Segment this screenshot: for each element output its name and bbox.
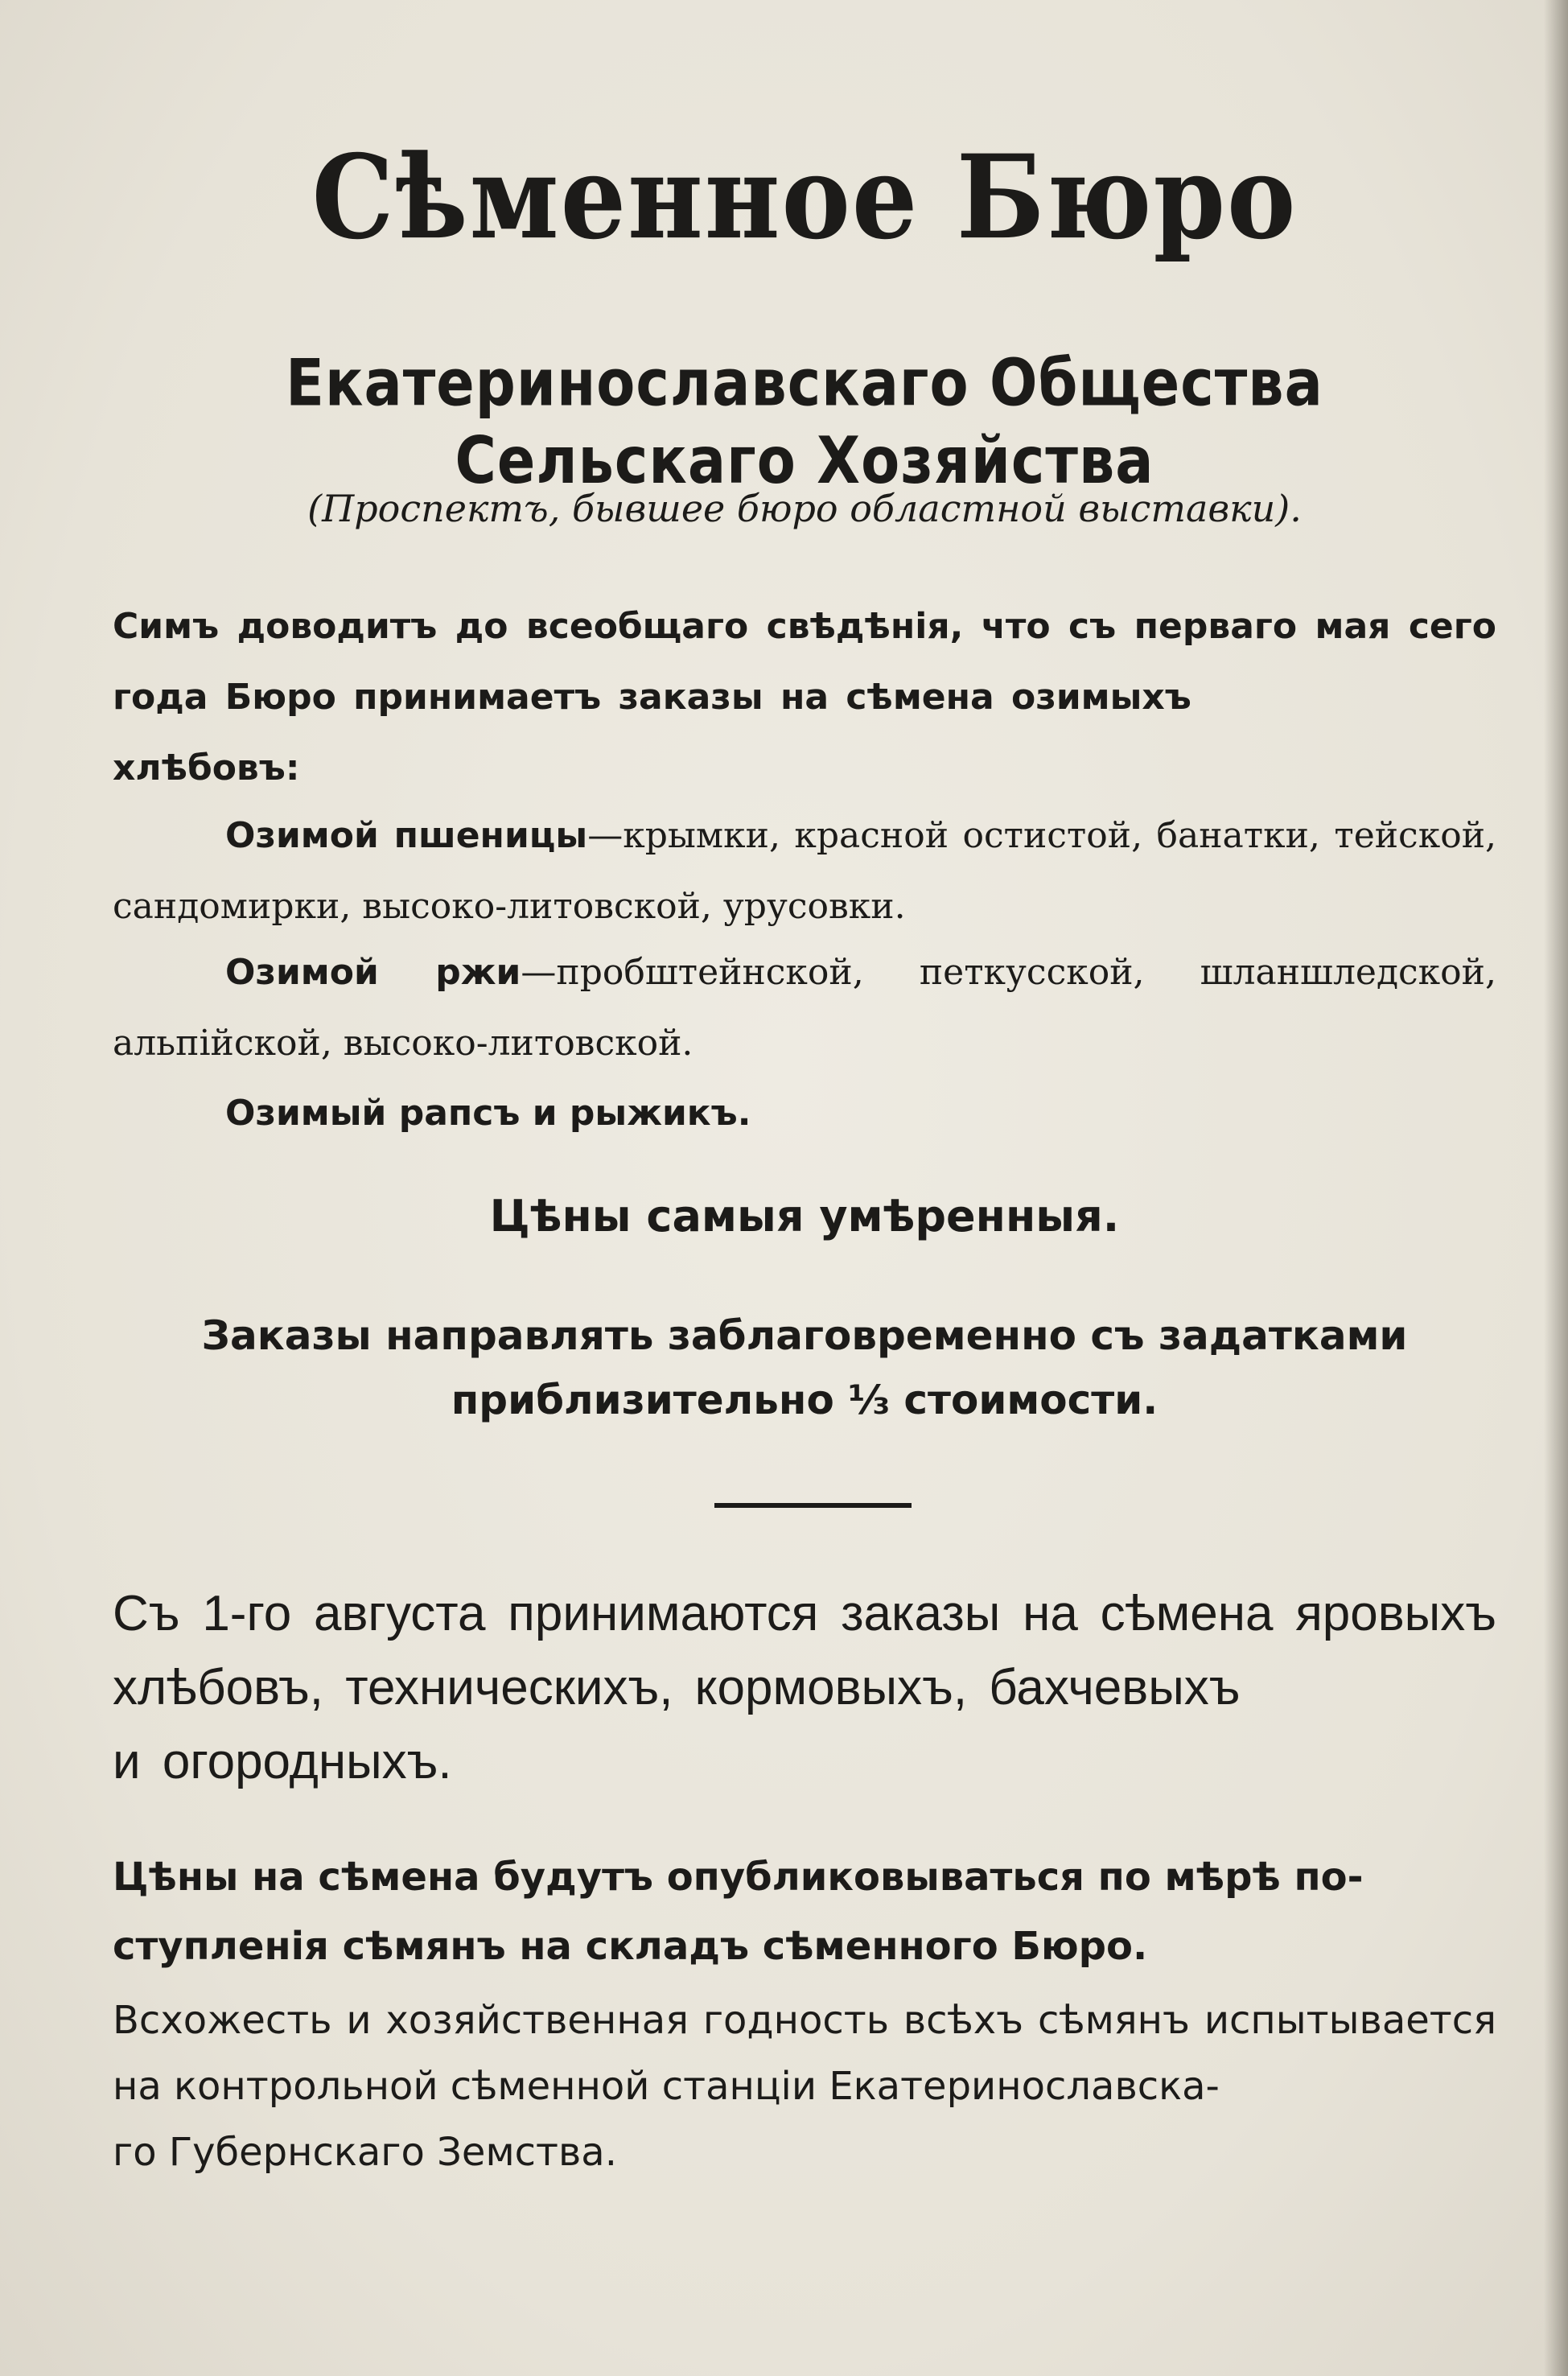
page-edge-shadow xyxy=(1544,0,1568,2376)
winter-rye-item xyxy=(113,937,1496,1079)
page-subtitle: Екатеринославскаго Общества Сельскаго Хозяйства xyxy=(286,344,1323,499)
orders-note: Заказы направлять заблаговременно съ задатками приблизительно ⅓ стоимости. xyxy=(201,1312,1408,1423)
intro-last-line: хлѣбовъ: xyxy=(113,747,300,789)
august-paragraph xyxy=(113,1577,1496,1799)
intro-paragraph xyxy=(113,591,1496,804)
winter-rye-varieties: —пробштейнской, петкусской, шланшледской, альпійской, высоко-литовской. xyxy=(113,952,1496,1064)
august-last-line: и огородныхъ. xyxy=(113,1734,452,1789)
winter-wheat-varieties: —крымки, красной остистой, банатки, тейской, сандомирки, высоко-литовской, урусовки. xyxy=(113,815,1497,927)
germination-paragraph xyxy=(113,1987,1496,2185)
address-note: (Проспектъ, бывшее бюро областной выставки). xyxy=(307,487,1302,530)
page-title: Сѣменное Бюро xyxy=(311,130,1298,266)
germination-text: Всхожесть и хозяйственная годность всѣхъ сѣмянъ испытывается на контрольной сѣменной станціи Екатеринославска- xyxy=(113,1998,1496,2109)
winter-rape-item: Озимый рапсъ и рыжикъ. xyxy=(225,1093,751,1134)
publish-last-line: ступленія сѣмянъ на складъ сѣменного Бюро. xyxy=(113,1924,1148,1969)
germination-last-line: го Губернскаго Земства. xyxy=(113,2130,617,2175)
winter-rye-label: Озимой ржи xyxy=(225,952,521,993)
winter-wheat-item xyxy=(113,801,1496,942)
intro-text: Симъ доводитъ до всеобщаго свѣдѣнія, что съ перваго мая сего года Бюро принимаетъ заказы на сѣмена озимыхъ xyxy=(113,606,1496,718)
winter-wheat-label: Озимой пшеницы xyxy=(225,815,588,856)
publish-paragraph xyxy=(113,1843,1496,1981)
prices-heading: Цѣны самыя умѣренныя. xyxy=(489,1191,1120,1242)
august-text: Съ 1-го августа принимаются заказы на сѣмена яровыхъ хлѣбовъ, техническихъ, кормовыхъ, бахчевыхъ xyxy=(113,1586,1496,1715)
publish-text: Цѣны на сѣмена будутъ опубликовываться по мѣрѣ по- xyxy=(113,1855,1364,1900)
section-divider xyxy=(714,1503,912,1508)
